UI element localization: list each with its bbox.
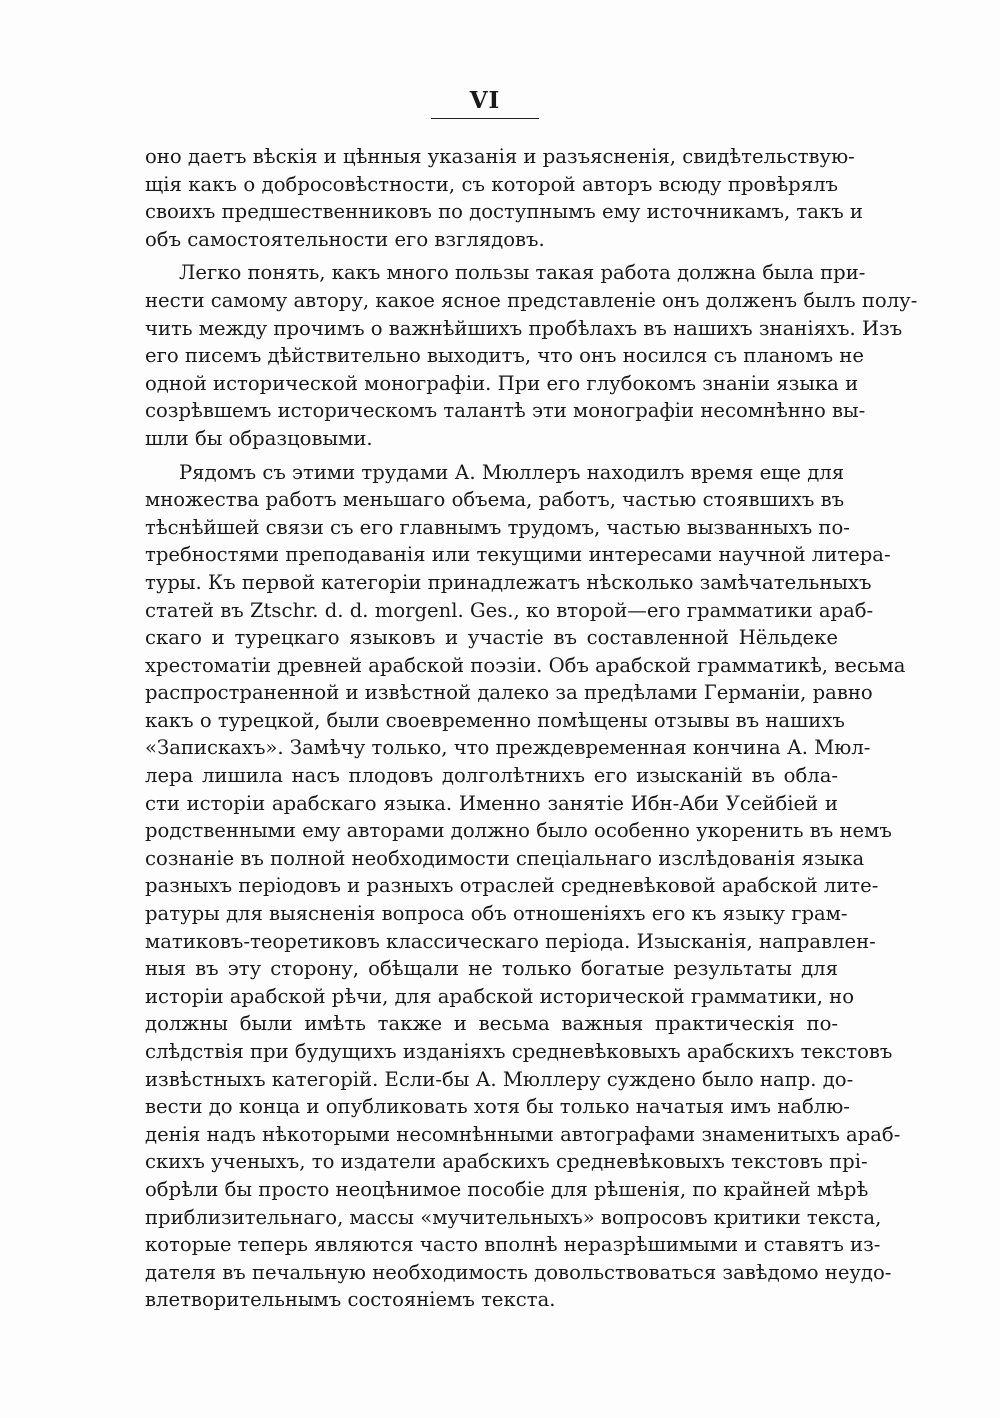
text-line: денія надъ нѣкоторыми несомнѣнными автографами знаменитыхъ араб-	[145, 1122, 901, 1146]
text-line: его писемъ дѣйствительно выходитъ, что онъ носился съ планомъ не	[145, 344, 864, 368]
text-line: сти исторіи арабскаго языка. Именно занятіе Ибн-Аби Усейбіей и	[145, 791, 838, 815]
text-line: разныхъ періодовъ и разныхъ отраслей средневѣковой арабской лите-	[145, 874, 879, 898]
text-line: лера лишила насъ плодовъ долголѣтнихъ его изысканій въ обла-	[145, 764, 838, 788]
text-line: хрестоматіи древней арабской поэзіи. Объ арабской грамматикѣ, весьма	[145, 653, 906, 677]
text-line: влетворительнымъ состояніемъ текста.	[145, 1288, 556, 1312]
text-line: должны были имѣть также и весьма важныя практическія по-	[145, 1012, 838, 1036]
text-line: исторіи арабской рѣчи, для арабской исторической грамматики, но	[145, 984, 855, 1008]
text-line: созрѣвшемъ историческомъ талантѣ эти монографіи несомнѣнно вы-	[145, 399, 866, 423]
text-line: ратуры для выясненія вопроса объ отношеніяхъ его къ языку грам-	[145, 902, 848, 926]
paragraph-1	[145, 143, 863, 253]
text-line: дателя въ печальную необходимость довольствоваться завѣдомо неудо-	[145, 1260, 892, 1284]
text-line: ныя въ эту сторону, обѣщали не только богатые результаты для	[145, 957, 838, 981]
text-line: щія какъ о добросовѣстности, съ которой авторъ всюду провѣрялъ	[145, 172, 838, 196]
text-line: родственными ему авторами должно было особенно укоренить въ немъ	[145, 819, 892, 843]
text-line: чить между прочимъ о важнѣйшихъ пробѣлахъ въ нашихъ знаніяхъ. Изъ	[145, 316, 903, 340]
text-line: вести до конца и опубликовать хотя бы только начатыя имъ наблю-	[145, 1095, 850, 1119]
text-line: извѣстныхъ категорій. Если-бы А. Мюллеру суждено было напр. до-	[145, 1067, 854, 1091]
text-line: шли бы образцовыми.	[145, 426, 373, 450]
text-line: матиковъ-теоретиковъ классическаго періода. Изысканія, направлен-	[145, 929, 876, 953]
page-number: VI	[469, 87, 501, 114]
text-line: оно даетъ вѣскія и цѣнныя указанія и разъясненія, свидѣтельствую-	[145, 145, 855, 168]
paragraph-2	[145, 259, 918, 452]
page-header	[430, 88, 540, 119]
text-line: сознаніе въ полной необходимости спеціальнаго изслѣдованія языка	[145, 846, 865, 870]
text-line: своихъ предшественниковъ по доступнымъ ему источникамъ, такъ и	[145, 200, 863, 224]
text-line: тѣснѣйшей связи съ его главнымъ трудомъ, частью вызванныхъ по-	[145, 515, 850, 539]
text-line: обрѣли бы просто неоцѣнимое пособіе для рѣшенія, по крайней мѣрѣ	[145, 1177, 869, 1201]
text-line: какъ о турецкой, были своевременно помѣщены отзывы въ нашихъ	[145, 708, 845, 732]
text-line: одной исторической монографіи. При его глубокомъ знаніи языка и	[145, 371, 859, 395]
text-line: распространенной и извѣстной далеко за предѣлами Германіи, равно	[145, 681, 873, 705]
text-line: слѣдствія при будущихъ изданіяхъ средневѣковыхъ арабскихъ текстовъ	[145, 1040, 893, 1063]
text-line: множества работъ меньшаго объема, работъ, частью стоявшихъ въ	[145, 488, 845, 512]
text-line: которые теперь являются часто вполнѣ неразрѣшимыми и ставятъ из-	[145, 1233, 881, 1257]
text-line: туры. Къ первой категоріи принадлежатъ нѣсколько замѣчательныхъ	[145, 570, 872, 594]
text-line: требностями преподаванія или текущими интересами научной литера-	[145, 543, 891, 567]
paragraph-3	[145, 459, 906, 1314]
body-text	[145, 143, 918, 1314]
text-line: Легко понять, какъ много пользы такая работа должна была при-	[179, 261, 866, 285]
text-line: объ самостоятельности его взглядовъ.	[145, 227, 545, 251]
text-line: скихъ ученыхъ, то издатели арабскихъ средневѣковыхъ текстовъ прі-	[145, 1150, 868, 1174]
text-line: приблизительнаго, массы «мучительныхъ» вопросовъ критики текста,	[145, 1205, 882, 1229]
text-line: нести самому автору, какое ясное представленіе онъ долженъ былъ полу-	[145, 288, 918, 312]
header-rule	[431, 118, 539, 119]
text-line: Рядомъ съ этими трудами А. Мюллеръ находилъ время еще для	[179, 460, 845, 484]
text-line: «Запискахъ». Замѣчу только, что преждевременная кончина А. Мюл-	[145, 736, 871, 760]
text-line: статей въ Ztschr. d. d. morgenl. Ges., ко второй—его грамматики араб-	[145, 598, 874, 622]
text-line: скаго и турецкаго языковъ и участіе въ составленной Нёльдеке	[145, 626, 838, 650]
